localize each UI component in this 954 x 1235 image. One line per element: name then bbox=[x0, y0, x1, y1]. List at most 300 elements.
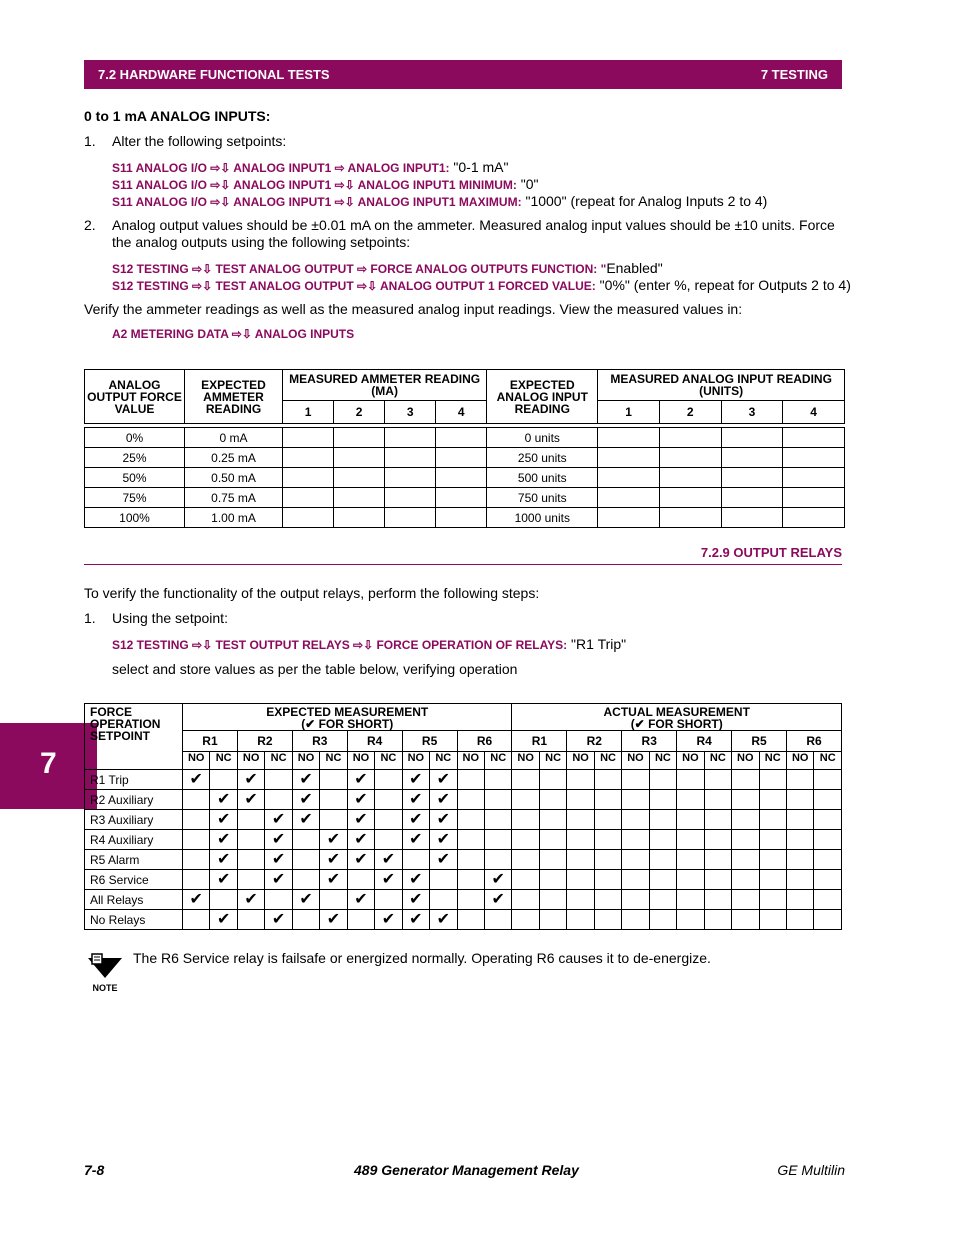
blank-cell bbox=[457, 870, 484, 890]
blank-cell bbox=[649, 850, 676, 870]
row-label: R6 Service bbox=[85, 870, 183, 890]
step-number: 1. bbox=[84, 610, 96, 626]
blank-cell bbox=[567, 790, 594, 810]
blank-cell bbox=[457, 810, 484, 830]
page-header bbox=[84, 60, 842, 89]
blank-cell bbox=[567, 910, 594, 930]
setpoint-path: S11 ANALOG I/O ⇨⇩ ANALOG INPUT1 ⇨⇩ ANALOG INPUT1 MINIMUM: "0" bbox=[112, 176, 539, 192]
blank-cell bbox=[732, 910, 759, 930]
cell-ai: 750 units bbox=[487, 488, 598, 508]
blank-cell bbox=[210, 770, 237, 790]
blank-cell bbox=[567, 830, 594, 850]
check-mark: ✔ bbox=[402, 790, 429, 810]
blank-cell bbox=[484, 770, 511, 790]
blank-cell bbox=[594, 770, 621, 790]
blank-cell bbox=[622, 890, 649, 910]
no-header: NO bbox=[677, 752, 704, 770]
check-mark: ✔ bbox=[210, 810, 237, 830]
sub-header: 1 bbox=[598, 401, 660, 424]
analog-test-table bbox=[84, 369, 845, 528]
check-mark: ✔ bbox=[347, 890, 374, 910]
blank-cell bbox=[649, 870, 676, 890]
setpoint-path: S11 ANALOG I/O ⇨⇩ ANALOG INPUT1 ⇨⇩ ANALOG INPUT1 MAXIMUM: "1000" (repeat for Analog Inputs 2 to 4) bbox=[112, 193, 768, 209]
row-label: R3 Auxiliary bbox=[85, 810, 183, 830]
relay-header: R1 bbox=[183, 731, 238, 752]
blank-cell bbox=[704, 810, 731, 830]
blank-cell bbox=[622, 910, 649, 930]
verify-text: Verify the ammeter readings as well as the measured analog input readings. View the measured values in: bbox=[84, 301, 743, 317]
col-header: EXPECTED ANALOG INPUT READING bbox=[487, 370, 598, 424]
blank-cell bbox=[484, 910, 511, 930]
blank-cell bbox=[721, 468, 783, 488]
blank-cell bbox=[539, 910, 566, 930]
cell-amm: 0.50 mA bbox=[185, 468, 283, 488]
blank-cell bbox=[622, 830, 649, 850]
blank-cell bbox=[183, 850, 210, 870]
blank-cell bbox=[430, 870, 457, 890]
check-mark: ✔ bbox=[347, 850, 374, 870]
row-label: R1 Trip bbox=[85, 770, 183, 790]
table-row bbox=[85, 790, 842, 810]
blank-cell bbox=[732, 770, 759, 790]
blank-cell bbox=[512, 810, 539, 830]
check-mark: ✔ bbox=[292, 890, 319, 910]
blank-cell bbox=[292, 910, 319, 930]
cell-force: 100% bbox=[85, 508, 185, 528]
check-mark: ✔ bbox=[375, 870, 402, 890]
blank-cell bbox=[402, 850, 429, 870]
blank-cell bbox=[283, 468, 334, 488]
blank-cell bbox=[539, 830, 566, 850]
setpoint-path: S12 TESTING ⇨⇩ TEST ANALOG OUTPUT ⇨ FORCE ANALOG OUTPUTS FUNCTION: "Enabled" bbox=[112, 260, 663, 276]
blank-cell bbox=[183, 870, 210, 890]
step-text: Using the setpoint: bbox=[112, 610, 228, 626]
blank-cell bbox=[484, 810, 511, 830]
blank-cell bbox=[677, 830, 704, 850]
select-text: select and store values as per the table below, verifying operation bbox=[112, 661, 518, 677]
blank-cell bbox=[385, 428, 436, 448]
cell-force: 0% bbox=[85, 428, 185, 448]
check-mark: ✔ bbox=[347, 790, 374, 810]
row-label: No Relays bbox=[85, 910, 183, 930]
step-number: 2. bbox=[84, 217, 96, 233]
check-mark: ✔ bbox=[210, 910, 237, 930]
check-mark: ✔ bbox=[430, 830, 457, 850]
blank-cell bbox=[375, 810, 402, 830]
check-mark: ✔ bbox=[237, 890, 264, 910]
sub-header: 2 bbox=[659, 401, 721, 424]
blank-cell bbox=[594, 910, 621, 930]
blank-cell bbox=[457, 910, 484, 930]
blank-cell bbox=[649, 810, 676, 830]
cell-ai: 1000 units bbox=[487, 508, 598, 528]
blank-cell bbox=[512, 790, 539, 810]
check-mark: ✔ bbox=[347, 830, 374, 850]
row-label: R2 Auxiliary bbox=[85, 790, 183, 810]
blank-cell bbox=[783, 508, 845, 528]
blank-cell bbox=[436, 468, 487, 488]
check-mark: ✔ bbox=[375, 910, 402, 930]
blank-cell bbox=[814, 810, 842, 830]
blank-cell bbox=[347, 910, 374, 930]
relay-header: R6 bbox=[457, 731, 512, 752]
blank-cell bbox=[237, 870, 264, 890]
nc-header: NC bbox=[814, 752, 842, 770]
blank-cell bbox=[265, 890, 292, 910]
blank-cell bbox=[598, 508, 660, 528]
no-header: NO bbox=[347, 752, 374, 770]
cell-force: 75% bbox=[85, 488, 185, 508]
cell-ai: 250 units bbox=[487, 448, 598, 468]
blank-cell bbox=[594, 830, 621, 850]
blank-cell bbox=[783, 448, 845, 468]
blank-cell bbox=[677, 870, 704, 890]
no-header: NO bbox=[567, 752, 594, 770]
table-row bbox=[85, 448, 845, 468]
blank-cell bbox=[783, 468, 845, 488]
row-label: All Relays bbox=[85, 890, 183, 910]
blank-cell bbox=[649, 890, 676, 910]
nc-header: NC bbox=[320, 752, 347, 770]
blank-cell bbox=[721, 508, 783, 528]
blank-cell bbox=[759, 770, 786, 790]
sub-header: 3 bbox=[385, 401, 436, 424]
blank-cell bbox=[649, 910, 676, 930]
col-header-expected: EXPECTED MEASUREMENT (✔ FOR SHORT) bbox=[183, 704, 512, 731]
header-chapter: 7 TESTING bbox=[760, 67, 828, 82]
check-mark: ✔ bbox=[484, 870, 511, 890]
check-mark: ✔ bbox=[292, 770, 319, 790]
blank-cell bbox=[677, 810, 704, 830]
blank-cell bbox=[334, 468, 385, 488]
blank-cell bbox=[598, 488, 660, 508]
blank-cell bbox=[659, 508, 721, 528]
cell-ai: 0 units bbox=[487, 428, 598, 448]
blank-cell bbox=[283, 428, 334, 448]
table-row bbox=[85, 468, 845, 488]
blank-cell bbox=[759, 810, 786, 830]
blank-cell bbox=[385, 488, 436, 508]
blank-cell bbox=[732, 830, 759, 850]
check-mark: ✔ bbox=[402, 910, 429, 930]
blank-cell bbox=[430, 890, 457, 910]
blank-cell bbox=[622, 790, 649, 810]
blank-cell bbox=[283, 508, 334, 528]
col-header-actual: ACTUAL MEASUREMENT (✔ FOR SHORT) bbox=[512, 704, 842, 731]
blank-cell bbox=[814, 890, 842, 910]
blank-cell bbox=[539, 790, 566, 810]
blank-cell bbox=[786, 770, 813, 790]
check-mark: ✔ bbox=[210, 850, 237, 870]
blank-cell bbox=[677, 790, 704, 810]
check-mark: ✔ bbox=[430, 810, 457, 830]
nc-header: NC bbox=[759, 752, 786, 770]
table-row bbox=[85, 870, 842, 890]
no-header: NO bbox=[786, 752, 813, 770]
no-header: NO bbox=[732, 752, 759, 770]
blank-cell bbox=[385, 448, 436, 468]
relay-header: R2 bbox=[567, 731, 622, 752]
blank-cell bbox=[622, 850, 649, 870]
cell-amm: 1.00 mA bbox=[185, 508, 283, 528]
blank-cell bbox=[436, 488, 487, 508]
check-mark: ✔ bbox=[402, 770, 429, 790]
blank-cell bbox=[704, 910, 731, 930]
blank-cell bbox=[512, 910, 539, 930]
check-mark: ✔ bbox=[484, 890, 511, 910]
note-label: NOTE bbox=[92, 983, 118, 993]
check-mark: ✔ bbox=[402, 830, 429, 850]
blank-cell bbox=[704, 890, 731, 910]
blank-cell bbox=[759, 830, 786, 850]
no-header: NO bbox=[402, 752, 429, 770]
row-label: R4 Auxiliary bbox=[85, 830, 183, 850]
blank-cell bbox=[334, 488, 385, 508]
blank-cell bbox=[814, 790, 842, 810]
blank-cell bbox=[436, 448, 487, 468]
table-row bbox=[85, 830, 842, 850]
blank-cell bbox=[732, 790, 759, 810]
sub-header: 4 bbox=[783, 401, 845, 424]
blank-cell bbox=[265, 770, 292, 790]
blank-cell bbox=[649, 830, 676, 850]
blank-cell bbox=[594, 790, 621, 810]
check-mark: ✔ bbox=[430, 910, 457, 930]
blank-cell bbox=[786, 790, 813, 810]
col-header: FORCE OPERATION SETPOINT bbox=[85, 704, 183, 770]
blank-cell bbox=[704, 830, 731, 850]
blank-cell bbox=[320, 890, 347, 910]
relay-header: R2 bbox=[237, 731, 292, 752]
blank-cell bbox=[721, 448, 783, 468]
table-row bbox=[85, 428, 845, 448]
blank-cell bbox=[704, 790, 731, 810]
sub-header: 3 bbox=[721, 401, 783, 424]
blank-cell bbox=[704, 770, 731, 790]
check-mark: ✔ bbox=[210, 870, 237, 890]
blank-cell bbox=[783, 428, 845, 448]
nc-header: NC bbox=[210, 752, 237, 770]
blank-cell bbox=[786, 850, 813, 870]
blank-cell bbox=[704, 870, 731, 890]
relay-header: R6 bbox=[786, 731, 841, 752]
relay-header: R1 bbox=[512, 731, 567, 752]
blank-cell bbox=[721, 428, 783, 448]
blank-cell bbox=[677, 850, 704, 870]
blank-cell bbox=[183, 790, 210, 810]
table-row bbox=[85, 910, 842, 930]
blank-cell bbox=[786, 910, 813, 930]
blank-cell bbox=[484, 790, 511, 810]
blank-cell bbox=[539, 870, 566, 890]
setpoint-path: S11 ANALOG I/O ⇨⇩ ANALOG INPUT1 ⇨ ANALOG INPUT1: "0-1 mA" bbox=[112, 159, 509, 175]
blank-cell bbox=[659, 488, 721, 508]
col-header: ANALOG OUTPUT FORCE VALUE bbox=[85, 370, 185, 424]
blank-cell bbox=[598, 448, 660, 468]
blank-cell bbox=[759, 910, 786, 930]
no-header: NO bbox=[237, 752, 264, 770]
blank-cell bbox=[436, 508, 487, 528]
blank-cell bbox=[814, 770, 842, 790]
blank-cell bbox=[385, 508, 436, 528]
step-text: Alter the following setpoints: bbox=[112, 133, 287, 149]
blank-cell bbox=[732, 870, 759, 890]
nc-header: NC bbox=[539, 752, 566, 770]
step-text: Analog output values should be ±0.01 mA on the ammeter. Measured analog input values should be ±10 units. Force bbox=[112, 217, 835, 233]
blank-cell bbox=[598, 468, 660, 488]
blank-cell bbox=[237, 830, 264, 850]
blank-cell bbox=[283, 448, 334, 468]
blank-cell bbox=[347, 870, 374, 890]
intro-text: To verify the functionality of the output relays, perform the following steps: bbox=[84, 585, 540, 601]
blank-cell bbox=[292, 850, 319, 870]
blank-cell bbox=[334, 448, 385, 468]
check-mark: ✔ bbox=[320, 870, 347, 890]
nc-header: NC bbox=[594, 752, 621, 770]
blank-cell bbox=[814, 850, 842, 870]
blank-cell bbox=[786, 890, 813, 910]
check-mark: ✔ bbox=[375, 850, 402, 870]
check-mark: ✔ bbox=[183, 890, 210, 910]
blank-cell bbox=[512, 830, 539, 850]
relay-header: R4 bbox=[677, 731, 732, 752]
blank-cell bbox=[457, 770, 484, 790]
relay-test-table bbox=[84, 703, 842, 930]
relay-header: R5 bbox=[402, 731, 457, 752]
blank-cell bbox=[567, 870, 594, 890]
header-section: 7.2 HARDWARE FUNCTIONAL TESTS bbox=[98, 67, 330, 82]
nc-header: NC bbox=[649, 752, 676, 770]
check-mark: ✔ bbox=[430, 790, 457, 810]
cell-amm: 0.25 mA bbox=[185, 448, 283, 468]
blank-cell bbox=[659, 428, 721, 448]
blank-cell bbox=[649, 770, 676, 790]
blank-cell bbox=[183, 910, 210, 930]
table-row bbox=[85, 890, 842, 910]
blank-cell bbox=[539, 810, 566, 830]
relay-header: R4 bbox=[347, 731, 402, 752]
blank-cell bbox=[783, 488, 845, 508]
step-number: 1. bbox=[84, 133, 96, 149]
blank-cell bbox=[457, 890, 484, 910]
section-title-analog-inputs: 0 to 1 mA ANALOG INPUTS: bbox=[84, 108, 271, 124]
company-name: GE Multilin bbox=[777, 1162, 845, 1178]
check-mark: ✔ bbox=[347, 810, 374, 830]
blank-cell bbox=[622, 870, 649, 890]
blank-cell bbox=[512, 890, 539, 910]
blank-cell bbox=[210, 890, 237, 910]
blank-cell bbox=[539, 850, 566, 870]
blank-cell bbox=[659, 468, 721, 488]
blank-cell bbox=[732, 810, 759, 830]
blank-cell bbox=[375, 830, 402, 850]
chapter-number: 7 bbox=[40, 747, 57, 780]
section-heading bbox=[84, 545, 842, 565]
setpoint-path: S12 TESTING ⇨⇩ TEST OUTPUT RELAYS ⇨⇩ FORCE OPERATION OF RELAYS: "R1 Trip" bbox=[112, 636, 627, 652]
check-mark: ✔ bbox=[265, 810, 292, 830]
blank-cell bbox=[759, 890, 786, 910]
blank-cell bbox=[759, 850, 786, 870]
sub-header: 2 bbox=[334, 401, 385, 424]
blank-cell bbox=[786, 810, 813, 830]
blank-cell bbox=[732, 890, 759, 910]
cell-force: 50% bbox=[85, 468, 185, 488]
relay-header: R3 bbox=[622, 731, 677, 752]
blank-cell bbox=[320, 810, 347, 830]
blank-cell bbox=[759, 870, 786, 890]
blank-cell bbox=[283, 488, 334, 508]
check-mark: ✔ bbox=[430, 850, 457, 870]
blank-cell bbox=[594, 850, 621, 870]
blank-cell bbox=[375, 770, 402, 790]
blank-cell bbox=[457, 850, 484, 870]
blank-cell bbox=[292, 830, 319, 850]
blank-cell bbox=[814, 830, 842, 850]
blank-cell bbox=[732, 850, 759, 870]
blank-cell bbox=[512, 770, 539, 790]
cell-ai: 500 units bbox=[487, 468, 598, 488]
blank-cell bbox=[721, 488, 783, 508]
no-header: NO bbox=[457, 752, 484, 770]
blank-cell bbox=[594, 810, 621, 830]
step-text: the analog outputs using the following setpoints: bbox=[112, 234, 411, 250]
section-title-output-relays: 7.2.9 OUTPUT RELAYS bbox=[700, 545, 842, 560]
blank-cell bbox=[375, 790, 402, 810]
relay-header: R5 bbox=[732, 731, 787, 752]
blank-cell bbox=[567, 850, 594, 870]
note-text: The R6 Service relay is failsafe or energized normally. Operating R6 causes it to de-energize. bbox=[133, 950, 711, 966]
check-mark: ✔ bbox=[183, 770, 210, 790]
blank-cell bbox=[622, 810, 649, 830]
blank-cell bbox=[436, 428, 487, 448]
table-row bbox=[85, 810, 842, 830]
col-header: MEASURED ANALOG INPUT READING (UNITS) bbox=[598, 370, 845, 401]
nc-header: NC bbox=[375, 752, 402, 770]
check-mark: ✔ bbox=[210, 790, 237, 810]
blank-cell bbox=[659, 448, 721, 468]
cell-amm: 0.75 mA bbox=[185, 488, 283, 508]
table-row bbox=[85, 850, 842, 870]
blank-cell bbox=[759, 790, 786, 810]
check-mark: ✔ bbox=[210, 830, 237, 850]
no-header: NO bbox=[512, 752, 539, 770]
chapter-tab bbox=[0, 723, 97, 809]
check-mark: ✔ bbox=[402, 810, 429, 830]
blank-cell bbox=[320, 790, 347, 810]
check-mark: ✔ bbox=[292, 810, 319, 830]
check-mark: ✔ bbox=[265, 910, 292, 930]
blank-cell bbox=[512, 850, 539, 870]
blank-cell bbox=[334, 508, 385, 528]
no-header: NO bbox=[292, 752, 319, 770]
blank-cell bbox=[183, 810, 210, 830]
cell-amm: 0 mA bbox=[185, 428, 283, 448]
cell-force: 25% bbox=[85, 448, 185, 468]
check-mark: ✔ bbox=[292, 790, 319, 810]
blank-cell bbox=[320, 770, 347, 790]
nc-header: NC bbox=[704, 752, 731, 770]
check-mark: ✔ bbox=[265, 830, 292, 850]
blank-cell bbox=[677, 910, 704, 930]
blank-cell bbox=[237, 910, 264, 930]
relay-header: R3 bbox=[292, 731, 347, 752]
blank-cell bbox=[677, 890, 704, 910]
check-mark: ✔ bbox=[320, 850, 347, 870]
col-header: MEASURED AMMETER READING (MA) bbox=[283, 370, 487, 401]
blank-cell bbox=[265, 790, 292, 810]
blank-cell bbox=[814, 910, 842, 930]
blank-cell bbox=[594, 870, 621, 890]
